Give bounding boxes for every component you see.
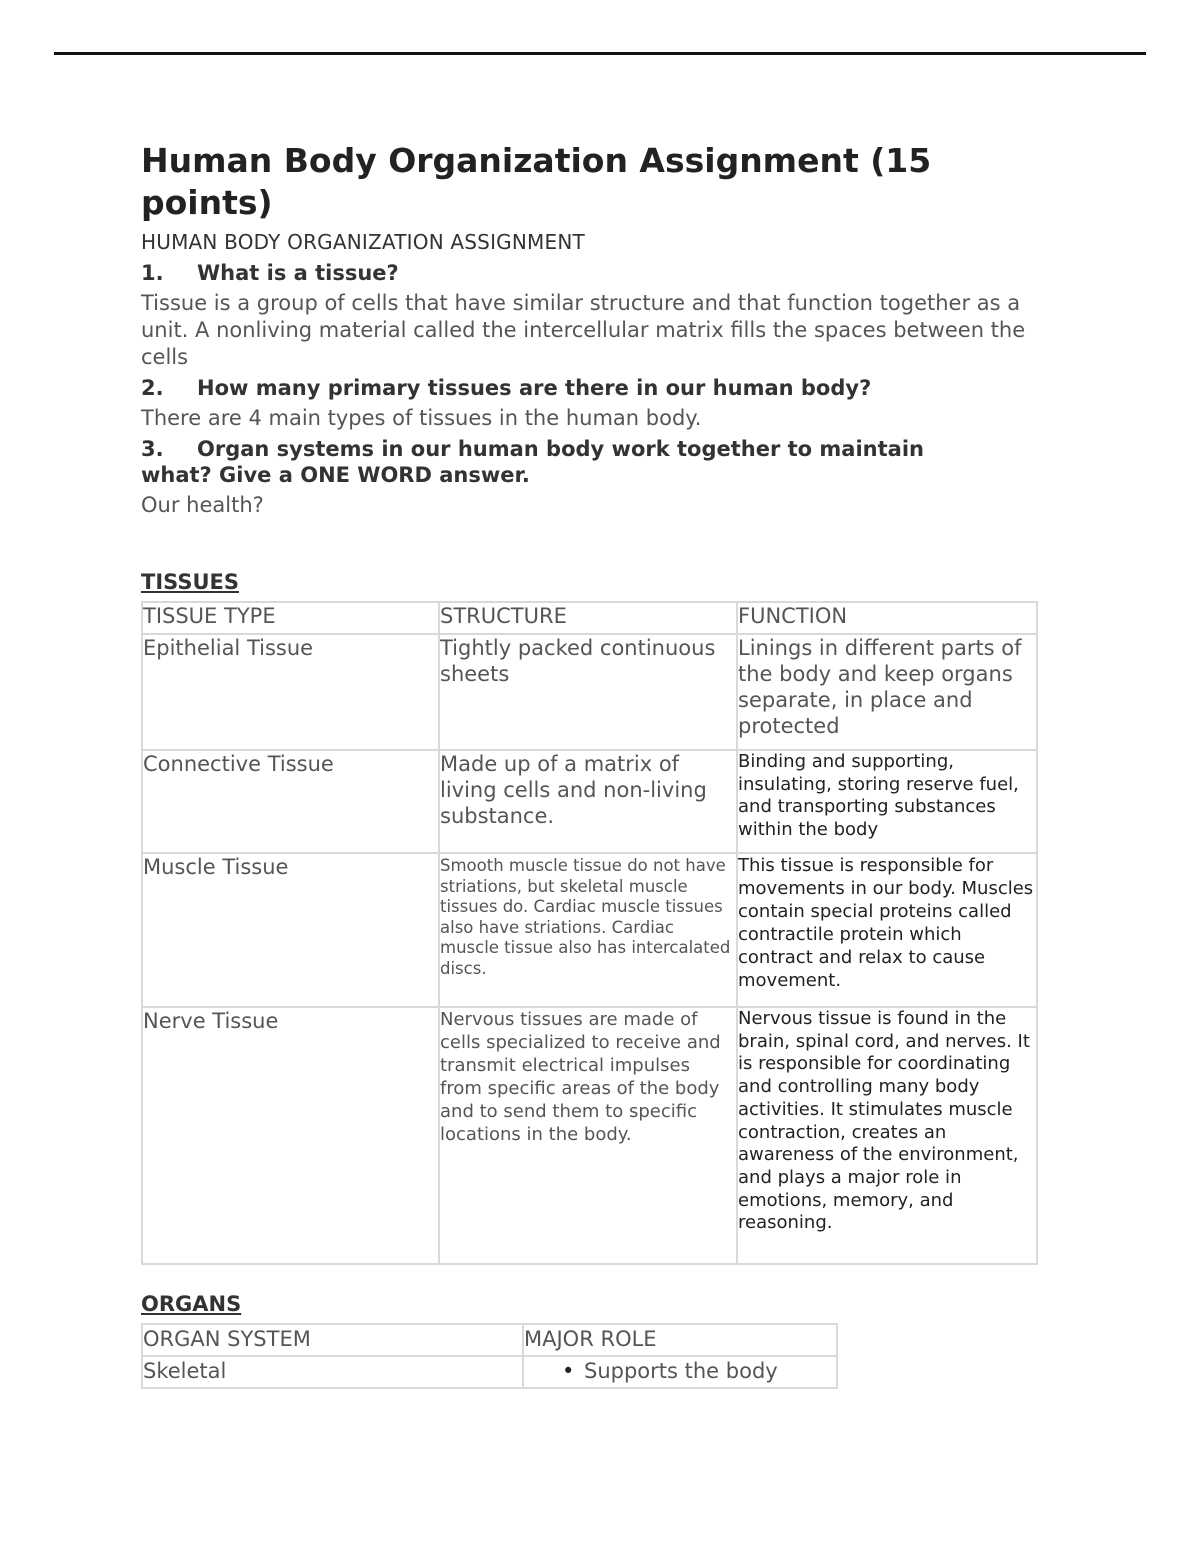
major-role-text: Supports the body bbox=[584, 1359, 778, 1383]
question-number: 1. bbox=[141, 261, 164, 285]
organs-table bbox=[141, 1323, 838, 1389]
column-header: STRUCTURE bbox=[439, 602, 737, 634]
answer-text: Tissue is a group of cells that have similar structure and that function together as a unit. A nonliving material called the intercellular matrix fills the spaces between the cells bbox=[141, 291, 1026, 369]
table-row bbox=[142, 634, 1037, 750]
column-header: MAJOR ROLE bbox=[523, 1324, 837, 1356]
bullet-icon: • bbox=[562, 1359, 575, 1383]
table-row bbox=[142, 1356, 837, 1388]
answer-text: Our health? bbox=[141, 493, 264, 517]
structure-cell: Smooth muscle tissue do not have striations, but skeletal muscle tissues do. Cardiac muscle tissues also have striations. Cardiac muscle tissue also has intercalated discs. bbox=[439, 853, 737, 1007]
tissue-type-cell: Muscle Tissue bbox=[142, 853, 439, 1007]
major-role-cell bbox=[523, 1356, 837, 1388]
table-row bbox=[142, 853, 1037, 1007]
structure-cell: Tightly packed continuous sheets bbox=[439, 634, 737, 750]
column-header: FUNCTION bbox=[737, 602, 1037, 634]
question-3 bbox=[141, 436, 1041, 519]
organs-section bbox=[141, 1291, 838, 1389]
structure-cell: Nervous tissues are made of cells specialized to receive and transmit electrical impulses from specific areas of the body and to send them to specific locations in the body. bbox=[439, 1007, 737, 1264]
structure-cell: Made up of a matrix of living cells and non-living substance. bbox=[439, 750, 737, 853]
table-row bbox=[142, 750, 1037, 853]
question-text: Organ systems in our human body work together to maintain what? Give a ONE WORD answer. bbox=[141, 437, 924, 487]
question-number: 2. bbox=[141, 376, 164, 400]
organ-system-cell: Skeletal bbox=[142, 1356, 523, 1388]
answer-text: There are 4 main types of tissues in the human body. bbox=[141, 406, 702, 430]
question-text: How many primary tissues are there in our human body? bbox=[197, 376, 872, 400]
tissues-section bbox=[141, 569, 1038, 1265]
document-body bbox=[141, 140, 1041, 519]
tissue-type-cell: Connective Tissue bbox=[142, 750, 439, 853]
tissue-type-cell: Nerve Tissue bbox=[142, 1007, 439, 1264]
column-header: ORGAN SYSTEM bbox=[142, 1324, 523, 1356]
question-number: 3. bbox=[141, 437, 164, 461]
question-text: What is a tissue? bbox=[197, 261, 399, 285]
function-cell: Nervous tissue is found in the brain, spinal cord, and nerves. It is responsible for coordinating and controlling many body activities. It stimulates muscle contraction, creates an awareness of the environment, and plays a major role in emotions, memory, and reasoning. bbox=[737, 1007, 1037, 1264]
question-2 bbox=[141, 375, 1041, 432]
function-cell: Linings in different parts of the body and keep organs separate, in place and protected bbox=[737, 634, 1037, 750]
table-header-row bbox=[142, 1324, 837, 1356]
tissue-type-cell: Epithelial Tissue bbox=[142, 634, 439, 750]
table-row bbox=[142, 1007, 1037, 1264]
organs-heading: ORGANS bbox=[141, 1292, 242, 1316]
document-title: Human Body Organization Assignment (15 points) bbox=[141, 141, 932, 222]
tissues-heading: TISSUES bbox=[141, 570, 239, 594]
question-1 bbox=[141, 260, 1041, 371]
tissues-table bbox=[141, 601, 1038, 1265]
function-cell: Binding and supporting, insulating, storing reserve fuel, and transporting substances within the body bbox=[737, 750, 1037, 853]
top-rule bbox=[54, 52, 1146, 55]
column-header: TISSUE TYPE bbox=[142, 602, 439, 634]
document-subtitle: HUMAN BODY ORGANIZATION ASSIGNMENT bbox=[141, 230, 585, 254]
function-cell: This tissue is responsible for movements in our body. Muscles contain special proteins called contractile protein which contract and relax to cause movement. bbox=[737, 853, 1037, 1007]
table-header-row bbox=[142, 602, 1037, 634]
